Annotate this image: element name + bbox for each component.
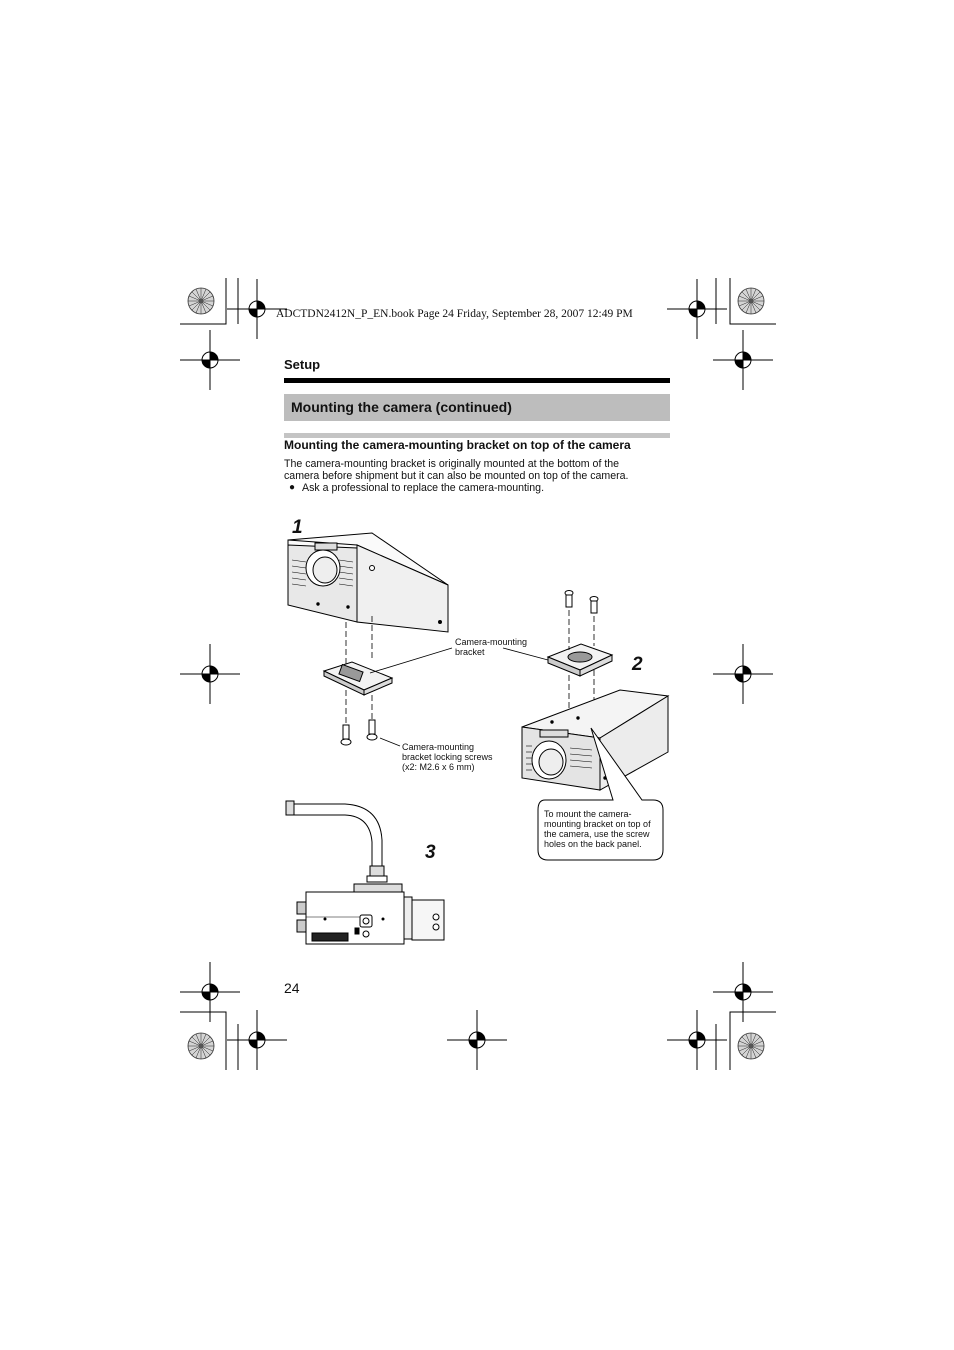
- figure-step1-screws: [341, 720, 377, 745]
- callout-screws: [402, 742, 493, 772]
- callout-bracket: [455, 637, 527, 657]
- callout-note-line: To mount the camera-: [544, 809, 632, 819]
- callout-bracket-line: bracket: [455, 647, 485, 657]
- page-title: Mounting the camera (continued): [291, 399, 512, 415]
- print-header: ADCTDN2412N_P_EN.book Page 24 Friday, September 28, 2007 12:49 PM: [276, 308, 633, 320]
- figure-step2-screws: [565, 591, 598, 614]
- figure-step1-camera: [288, 533, 448, 632]
- step-number-1: 1: [292, 517, 303, 538]
- callout-screws-line: bracket locking screws: [402, 752, 493, 762]
- body-text-line-1: The camera-mounting bracket is originally mounted at the bottom of the: [284, 458, 620, 470]
- body-text-line-2: camera before shipment but it can also be mounted on top of the camera.: [284, 470, 629, 482]
- top-rule: [284, 378, 670, 383]
- page-number: 24: [284, 980, 300, 996]
- figure-step1-bracket: [324, 662, 392, 695]
- section-label: Setup: [284, 357, 321, 372]
- subheading: Mounting the camera-mounting bracket on top of the camera: [284, 438, 631, 452]
- callout-note-line: the camera, use the screw: [544, 829, 650, 839]
- step-number-2: 2: [632, 654, 643, 675]
- callout-screws-line: Camera-mounting: [402, 742, 475, 752]
- step-number-3: 3: [425, 842, 436, 863]
- callout-note-line: mounting bracket on top of: [544, 819, 651, 829]
- callout-bracket-line: Camera-mounting: [455, 637, 528, 647]
- figure-step3-camera: [297, 892, 444, 944]
- figure-step3-arm: [286, 801, 402, 892]
- callout-screws-leader: [380, 738, 400, 746]
- bullet-text: Ask a professional to replace the camera-mounting.: [302, 482, 545, 494]
- callout-screws-line: (x2: M2.6 x 6 mm): [402, 762, 475, 772]
- callout-bracket-leader: [370, 648, 452, 673]
- bullet-icon: ●: [289, 482, 296, 493]
- callout-note-line: holes on the back panel.: [544, 839, 642, 849]
- callout-note: [544, 809, 651, 849]
- figure-step2-bracket: [548, 644, 612, 676]
